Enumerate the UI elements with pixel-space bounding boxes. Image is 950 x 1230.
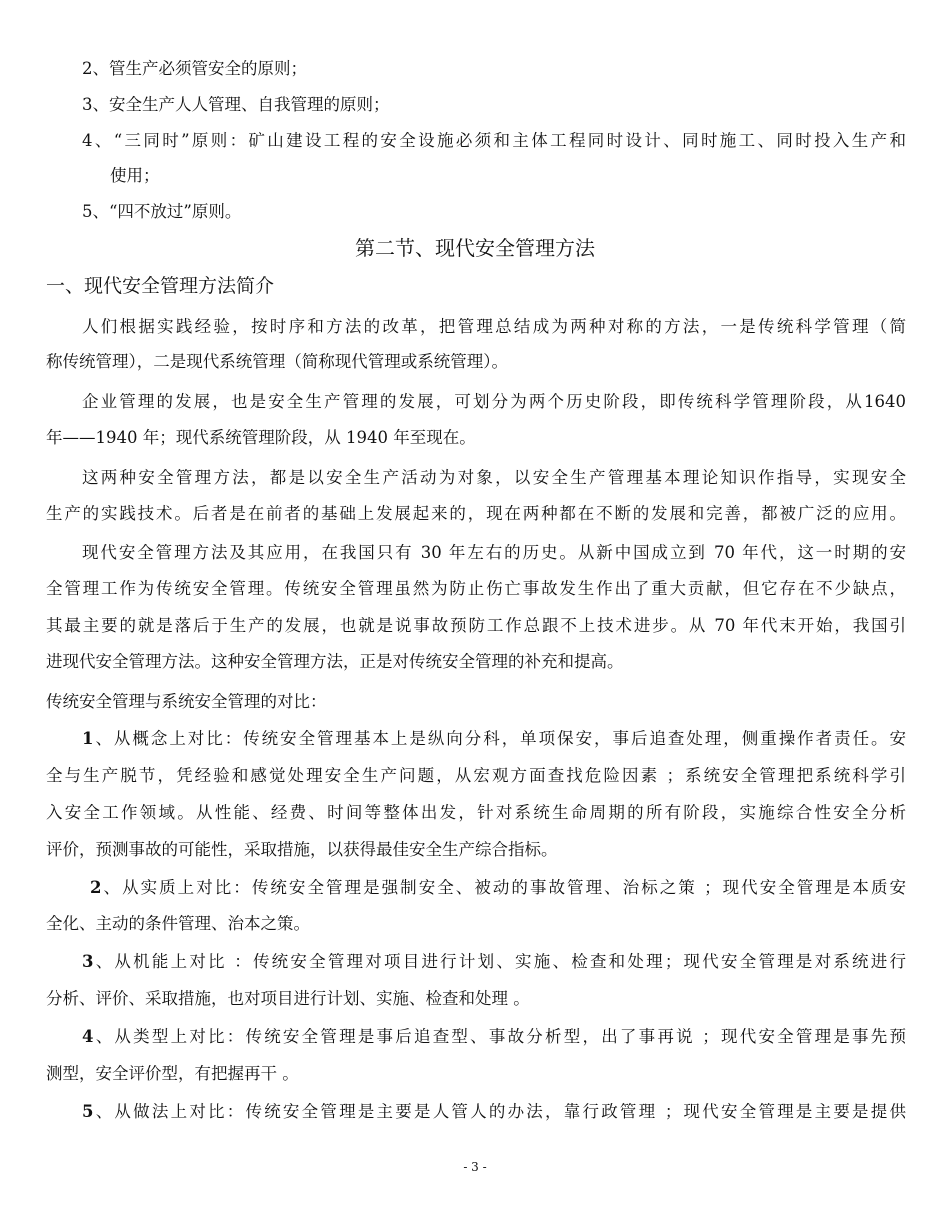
para-1-line-1: 人们根据实践经验，按时序和方法的改革，把管理总结成为两种对称的方法，一是传统科学管理（简 [82, 317, 906, 336]
principle-3: 3、安全生产人人管理、自我管理的原则； [82, 95, 390, 114]
comparison-1-line-4: 评价，预测事故的可能性，采取措施，以获得最佳安全生产综合指标。 [46, 840, 558, 859]
comparison-intro: 传统安全管理与系统安全管理的对比： [46, 692, 327, 711]
para-3-line-2: 生产的实践技术。后者是在前者的基础上发展起来的，现在两种都在不断的发展和完善，都被广泛的应用。 [46, 504, 906, 523]
page-number: - 3 - [463, 1160, 487, 1174]
para-4-line-3: 其最主要的就是落后于生产的发展，也就是说事故预防工作总跟不上技术进步。从 70 年代末开始，我国引 [46, 616, 906, 635]
para-2-line-2: 年——1940 年；现代系统管理阶段，从 1940 年至现在。 [46, 428, 476, 447]
para-4-line-1: 现代安全管理方法及其应用，在我国只有 30 年左右的历史。从新中国成立到 70 年代，这一时期的安 [82, 543, 906, 562]
principle-4-line-1: 4、“三同时”原则：矿山建设工程的安全设施必须和主体工程同时设计、同时施工、同时投入生产和 [82, 131, 906, 150]
comparison-1-line-1 [82, 727, 906, 751]
para-3-line-1: 这两种安全管理方法，都是以安全生产活动为对象，以安全生产管理基本理论知识作指导，实现安全 [82, 468, 906, 487]
comparison-1-line-2: 全与生产脱节，凭经验和感觉处理安全生产问题，从宏观方面查找危险因素 ；系统安全管理把系统科学引 [46, 766, 906, 785]
comparison-4-line-1 [82, 1025, 906, 1049]
comparison-3-number: 3 [82, 952, 94, 971]
para-1-line-2: 称传统管理），二是现代系统管理（简称现代管理或系统管理）。 [46, 352, 508, 371]
comparison-4-line-2: 测型，安全评价型，有把握再干 。 [46, 1064, 299, 1083]
comparison-1-line-3: 入安全工作领域。从性能、经费、时间等整体出发，针对系统生命周期的所有阶段，实施综合性安全分析 [46, 803, 906, 822]
comparison-2-line-1 [90, 876, 906, 900]
principle-2: 2、管生产必须管安全的原则； [82, 59, 307, 78]
comparison-2-number: 2 [90, 878, 102, 897]
comparison-2-text-1: 、从实质上对比：传统安全管理是强制安全、被动的事故管理、治标之策 ；现代安全管理是本质安 [101, 878, 906, 897]
comparison-1-text-1: 、从概念上对比：传统安全管理基本上是纵向分科，单项保安，事后追查处理，侧重操作者责任。安 [93, 729, 906, 748]
comparison-2-line-2: 全化、主动的条件管理、治本之策。 [46, 914, 310, 933]
comparison-3-line-1 [82, 950, 906, 974]
comparison-5-number: 5 [82, 1102, 94, 1121]
comparison-3-text-1: 、从机能上对比 ：传统安全管理对项目进行计划、实施、检查和处理；现代安全管理是对系统进行 [93, 952, 906, 971]
comparison-4-text-1: 、从类型上对比：传统安全管理是事后追查型、事故分析型，出了事再说 ；现代安全管理是事先预 [93, 1027, 906, 1046]
comparison-4-number: 4 [82, 1027, 94, 1046]
para-2-line-1: 企业管理的发展，也是安全生产管理的发展，可划分为两个历史阶段，即传统科学管理阶段，从1640 [82, 392, 906, 411]
para-4-line-2: 全管理工作为传统安全管理。传统安全管理虽然为防止伤亡事故发生作出了重大贡献，但它存在不少缺点， [46, 579, 906, 598]
comparison-3-line-2: 分析、评价、采取措施，也对项目进行计划、实施、检查和处理 。 [46, 989, 530, 1008]
comparison-5-line-1 [82, 1100, 906, 1124]
principle-4-line-2: 使用； [110, 166, 160, 185]
heading-1: 一、现代安全管理方法简介 [46, 275, 275, 297]
para-4-line-4: 进现代安全管理方法。这种安全管理方法，正是对传统安全管理的补充和提高。 [46, 652, 624, 671]
principle-5: 5、“四不放过”原则。 [82, 202, 242, 221]
comparison-1-number: 1 [82, 729, 94, 748]
section-title: 第二节、现代安全管理方法 [355, 236, 595, 260]
comparison-5-text-1: 、从做法上对比：传统安全管理是主要是人管人的办法，靠行政管理 ；现代安全管理是主要是提供 [93, 1102, 906, 1121]
